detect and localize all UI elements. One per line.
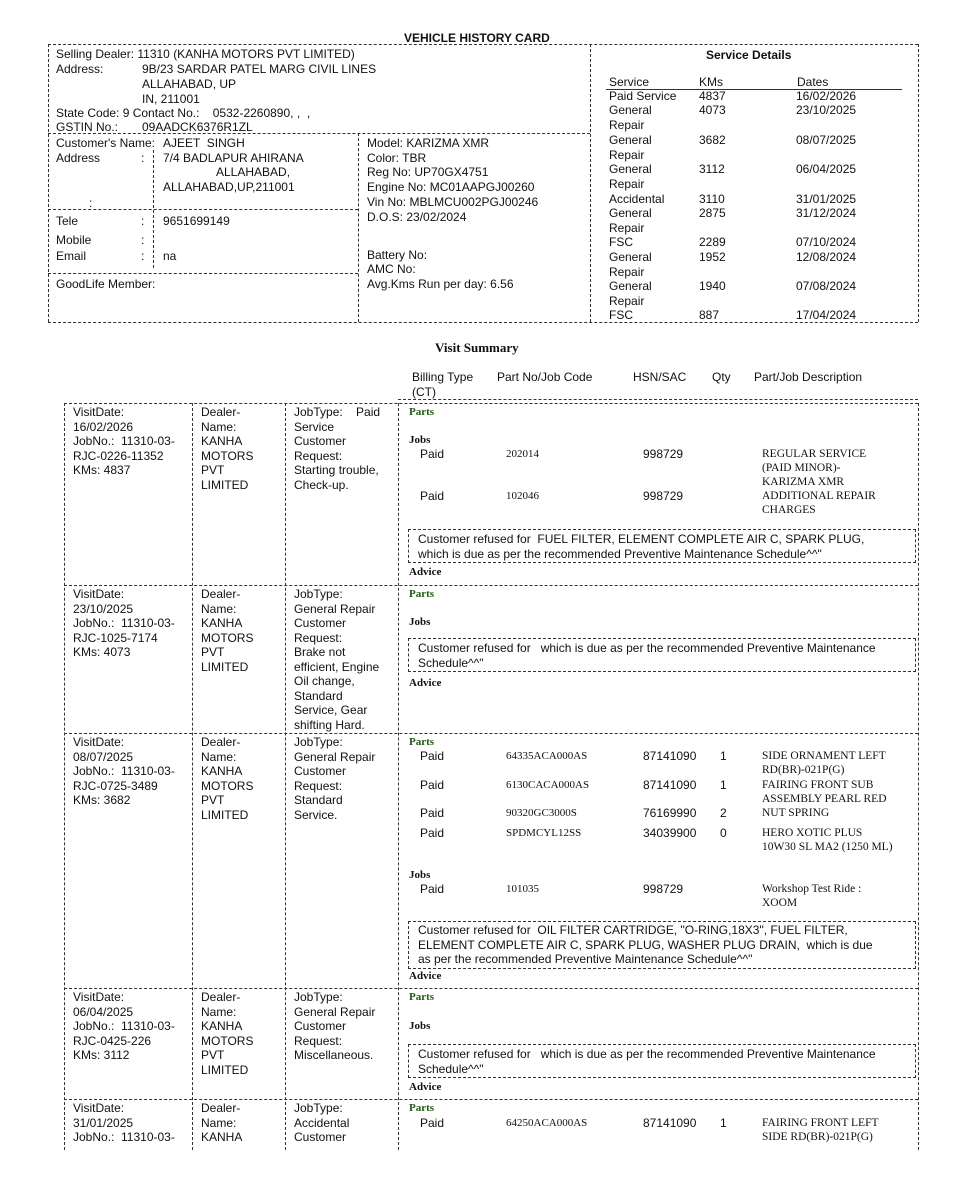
advice-label: Advice xyxy=(409,566,442,578)
header-description: Part/Job Description xyxy=(754,370,863,384)
service-type: FSC xyxy=(609,308,633,322)
quantity: 1 xyxy=(720,1116,727,1130)
colon: : xyxy=(141,249,145,263)
hsn-code: 34039900 xyxy=(643,826,697,840)
billing-type: Paid xyxy=(420,489,445,503)
advice-text: Customer refused for FUEL FILTER, ELEMENT COMPLETE AIR C, SPARK PLUG, which is due as per the recommended Preventive Maintenance Schedule^^" xyxy=(418,532,865,561)
service-kms: 3110 xyxy=(699,192,725,206)
dashed-rule xyxy=(192,403,193,1150)
job-type: JobType: General Repair Customer Request: Standard Service. xyxy=(294,735,376,822)
billing-type: Paid xyxy=(420,1116,445,1130)
service-type: General Repair xyxy=(609,279,652,308)
part-code: 6130CACA000AS xyxy=(506,779,590,791)
hsn-code: 87141090 xyxy=(643,749,697,763)
part-code: 101035 xyxy=(506,883,539,895)
jobs-label: Jobs xyxy=(409,616,431,628)
advice-label: Advice xyxy=(409,970,442,982)
job-type: JobType: Accidental Customer xyxy=(294,1101,350,1144)
service-date: 08/07/2025 xyxy=(796,133,857,147)
page-title: VEHICLE HISTORY CARD xyxy=(404,31,550,45)
mobile-label: Mobile xyxy=(56,233,92,247)
amc-no: AMC No: xyxy=(367,262,416,276)
service-details-title: Service Details xyxy=(706,48,792,62)
job-type: JobType: Paid Service Customer Request: Starting trouble, Check-up. xyxy=(294,405,381,492)
service-type: General Repair xyxy=(609,103,652,132)
service-header-service: Service xyxy=(609,75,650,89)
visit-info: VisitDate: 08/07/2025 JobNo.: 11310-03- RJC-0725-3489 KMs: 3682 xyxy=(73,735,175,807)
billing-type: Paid xyxy=(420,778,445,792)
dealer-address-line-1: 9B/23 SARDAR PATEL MARG CIVIL LINES xyxy=(142,62,377,76)
dealer-name: Dealer- Name: KANHA xyxy=(201,1101,243,1144)
parts-label: Parts xyxy=(409,588,435,600)
service-kms: 2289 xyxy=(699,235,726,249)
quantity: 0 xyxy=(720,826,727,840)
service-date: 16/02/2026 xyxy=(796,89,857,103)
dashed-rule xyxy=(398,399,918,400)
colon: : xyxy=(141,233,145,247)
customer-address-line-1: 7/4 BADLAPUR AHIRANA xyxy=(163,151,304,165)
dealer-name: Dealer- Name: KANHA MOTORS PVT LIMITED xyxy=(201,405,254,492)
dealer-address-line-3: IN, 211001 xyxy=(142,92,200,106)
service-header-kms: KMs xyxy=(699,75,723,89)
part-description: NUT SPRING xyxy=(762,807,830,819)
visit-info: VisitDate: 23/10/2025 JobNo.: 11310-03- RJC-1025-7174 KMs: 4073 xyxy=(73,587,175,659)
visit-info: VisitDate: 31/01/2025 JobNo.: 11310-03- xyxy=(73,1101,175,1144)
jobs-label: Jobs xyxy=(409,1020,431,1032)
dealer-name: Dealer- Name: KANHA MOTORS PVT LIMITED xyxy=(201,587,254,674)
service-date: 31/01/2025 xyxy=(796,192,857,206)
billing-type: Paid xyxy=(420,806,445,820)
vehicle-reg: Reg No: UP70GX4751 xyxy=(367,165,489,179)
jobs-label: Jobs xyxy=(409,434,431,446)
visit-summary-title: Visit Summary xyxy=(435,340,519,355)
battery-no: Battery No: xyxy=(367,248,428,262)
advice-label: Advice xyxy=(409,677,442,689)
dashed-rule xyxy=(64,403,65,1150)
service-type: General Repair xyxy=(609,206,652,235)
service-type: General Repair xyxy=(609,162,652,191)
colon: : xyxy=(141,214,145,228)
part-description: REGULAR SERVICE (PAID MINOR)- KARIZMA XMR xyxy=(762,448,867,488)
job-type: JobType: General Repair Customer Request: Miscellaneous. xyxy=(294,990,376,1062)
customer-address-line-3: ALLAHABAD,UP,211001 xyxy=(163,180,295,194)
parts-label: Parts xyxy=(409,991,435,1003)
gstin-label: GSTIN No.: xyxy=(56,120,119,134)
visit-info: VisitDate: 06/04/2025 JobNo.: 11310-03- RJC-0425-226 KMs: 3112 xyxy=(73,990,175,1062)
vehicle-vin: Vin No: MBLMCU002PGJ00246 xyxy=(367,195,539,209)
service-kms: 887 xyxy=(699,308,720,322)
dealer-name: Dealer- Name: KANHA MOTORS PVT LIMITED xyxy=(201,735,254,822)
address-label: Address: xyxy=(56,62,104,76)
service-date: 07/08/2024 xyxy=(796,279,857,293)
hsn-code: 998729 xyxy=(643,489,684,503)
goodlife-member: GoodLife Member: xyxy=(56,277,156,291)
hsn-code: 998729 xyxy=(643,447,684,461)
tele-label: Tele xyxy=(56,214,79,228)
service-date: 31/12/2024 xyxy=(796,206,857,220)
billing-type: Paid xyxy=(420,826,445,840)
service-kms: 3682 xyxy=(699,133,726,147)
service-date: 06/04/2025 xyxy=(796,162,857,176)
tele-value: 9651699149 xyxy=(163,214,230,228)
colon: : xyxy=(89,196,93,210)
service-date: 07/10/2024 xyxy=(796,235,857,249)
service-header-dates: Dates xyxy=(797,75,829,89)
visit-info: VisitDate: 16/02/2026 JobNo.: 11310-03- RJC-0226-11352 KMs: 4837 xyxy=(73,405,175,477)
service-kms: 1940 xyxy=(699,279,726,293)
service-date: 12/08/2024 xyxy=(796,250,857,264)
part-description: Workshop Test Ride : XOOM xyxy=(762,883,862,909)
hsn-code: 87141090 xyxy=(643,1116,697,1130)
dealer-name: Dealer- Name: KANHA MOTORS PVT LIMITED xyxy=(201,990,254,1077)
selling-dealer: Selling Dealer: 11310 (KANHA MOTORS PVT LIMITED) xyxy=(56,47,355,61)
vehicle-color: Color: TBR xyxy=(367,151,427,165)
header-billing-type: Billing Type (CT) xyxy=(412,370,474,399)
part-code: 64250ACA000AS xyxy=(506,1117,588,1129)
customer-address-label: Address xyxy=(56,151,101,165)
customer-name-label: Customer's Name: xyxy=(56,136,155,150)
jobs-label: Jobs xyxy=(409,869,431,881)
advice-text: Customer refused for which is due as per the recommended Preventive Maintenance Schedule^^" xyxy=(418,641,876,670)
quantity: 2 xyxy=(720,806,727,820)
header-qty: Qty xyxy=(712,370,731,384)
advice-text: Customer refused for OIL FILTER CARTRIDGE, "O-RING,18X3", FUEL FILTER, ELEMENT COMPLETE AIR C, SPARK PLUG, WASHER PLUG DRAIN, which is due as per the recommended Preventive Maintenance Schedule^^" xyxy=(418,923,873,966)
service-kms: 2875 xyxy=(699,206,726,220)
quantity: 1 xyxy=(720,778,727,792)
vehicle-engine: Engine No: MC01AAPGJ00260 xyxy=(367,180,535,194)
billing-type: Paid xyxy=(420,749,445,763)
header-part-no: Part No/Job Code xyxy=(497,370,593,384)
service-kms: 4837 xyxy=(699,89,726,103)
header-hsn-sac: HSN/SAC xyxy=(633,370,687,384)
email-value: na xyxy=(163,249,177,263)
billing-type: Paid xyxy=(420,447,445,461)
dashed-rule xyxy=(285,403,286,1150)
dashed-rule xyxy=(398,403,399,1150)
part-code: SPDMCYL12SS xyxy=(506,827,582,839)
service-type: Paid Service xyxy=(609,89,677,103)
service-kms: 1952 xyxy=(699,250,726,264)
part-code: 202014 xyxy=(506,448,539,460)
billing-type: Paid xyxy=(420,882,445,896)
hsn-code: 76169990 xyxy=(643,806,697,820)
part-description: FAIRING FRONT LEFT SIDE RD(BR)-021P(G) xyxy=(762,1117,879,1143)
part-code: 64335ACA000AS xyxy=(506,750,588,762)
parts-label: Parts xyxy=(409,736,435,748)
part-description: SIDE ORNAMENT LEFT RD(BR)-021P(G) xyxy=(762,750,886,776)
advice-label: Advice xyxy=(409,1081,442,1093)
service-date: 23/10/2025 xyxy=(796,103,857,117)
email-label: Email xyxy=(56,249,87,263)
quantity: 1 xyxy=(720,749,727,763)
service-kms: 4073 xyxy=(699,103,726,117)
part-description: HERO XOTIC PLUS 10W30 SL MA2 (1250 ML) xyxy=(762,827,893,853)
service-kms: 3112 xyxy=(699,162,725,176)
advice-text: Customer refused for which is due as per the recommended Preventive Maintenance Schedule^^" xyxy=(418,1047,876,1076)
part-description: ADDITIONAL REPAIR CHARGES xyxy=(762,490,876,516)
customer-address-line-2: ALLAHABAD, xyxy=(216,165,291,179)
service-type: General Repair xyxy=(609,133,652,162)
service-date: 17/04/2024 xyxy=(796,308,857,322)
hsn-code: 998729 xyxy=(643,882,684,896)
dealer-address-line-2: ALLAHABAD, UP xyxy=(142,77,237,91)
parts-label: Parts xyxy=(409,1102,435,1114)
state-contact: State Code: 9 Contact No.: 0532-2260890, , , xyxy=(56,106,311,120)
service-type: General Repair xyxy=(609,250,652,279)
service-type: FSC xyxy=(609,235,633,249)
hsn-code: 87141090 xyxy=(643,778,697,792)
part-description: FAIRING FRONT SUB ASSEMBLY PEARL RED xyxy=(762,779,887,805)
part-code: 102046 xyxy=(506,490,539,502)
vehicle-model: Model: KARIZMA XMR xyxy=(367,136,490,150)
job-type: JobType: General Repair Customer Request: Brake not efficient, Engine Oil change, Standard Service, Gear shifting Hard. xyxy=(294,587,380,732)
colon: : xyxy=(141,151,145,165)
vehicle-dos: D.O.S: 23/02/2024 xyxy=(367,210,467,224)
dashed-rule xyxy=(918,403,919,1150)
gstin-value: 09AADCK6376R1ZL xyxy=(142,120,253,134)
customer-name: AJEET SINGH xyxy=(163,136,245,150)
part-code: 90320GC3000S xyxy=(506,807,577,819)
avg-kms: Avg.Kms Run per day: 6.56 xyxy=(367,277,514,291)
service-type: Accidental xyxy=(609,192,665,206)
parts-label: Parts xyxy=(409,406,435,418)
